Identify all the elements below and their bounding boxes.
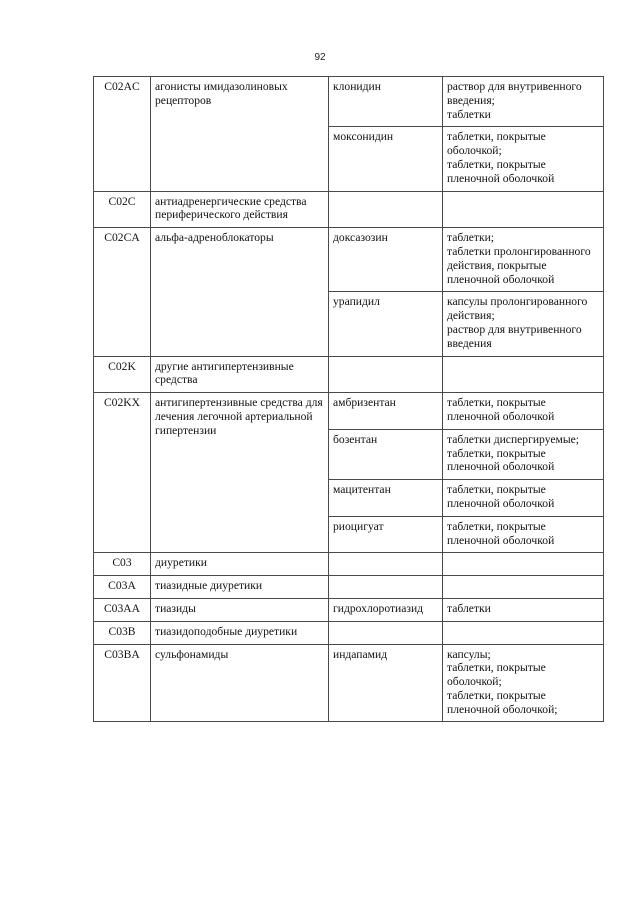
dosage-form-cell: капсулы; таблетки, покрытые оболочкой; таблетки, покрытые пленочной оболочкой; bbox=[443, 644, 604, 722]
pharmacological-group-cell: антигипертензивные средства для лечения легочной артериальной гипертензии bbox=[151, 393, 329, 553]
drug-name-cell bbox=[329, 356, 443, 393]
pharmacological-group-cell: тиазидные диуретики bbox=[151, 576, 329, 599]
pharmacological-group-cell: тиазидоподобные диуретики bbox=[151, 621, 329, 644]
drug-name-cell: моксонидин bbox=[329, 127, 443, 191]
drug-name-cell bbox=[329, 621, 443, 644]
atc-code-cell: C02CA bbox=[94, 228, 151, 356]
drug-name-cell: мацитентан bbox=[329, 480, 443, 517]
dosage-form-cell: раствор для внутривенного введения; таблетки bbox=[443, 77, 604, 127]
drug-name-cell bbox=[329, 191, 443, 228]
dosage-form-cell bbox=[443, 553, 604, 576]
dosage-form-cell bbox=[443, 576, 604, 599]
table-row bbox=[94, 576, 604, 599]
drug-name-cell: гидрохлоротиазид bbox=[329, 598, 443, 621]
page-number: 92 bbox=[314, 52, 326, 63]
atc-code-cell: C03BA bbox=[94, 644, 151, 722]
table-row bbox=[94, 621, 604, 644]
atc-code-cell: C03AA bbox=[94, 598, 151, 621]
dosage-form-cell: таблетки, покрытые пленочной оболочкой bbox=[443, 516, 604, 553]
dosage-form-cell: таблетки bbox=[443, 598, 604, 621]
table-row bbox=[94, 553, 604, 576]
table-row bbox=[94, 356, 604, 393]
table-row bbox=[94, 77, 604, 127]
pharmacological-group-cell: другие антигипертензивные средства bbox=[151, 356, 329, 393]
pharmacological-group-cell: сульфонамиды bbox=[151, 644, 329, 722]
atc-code-cell: C02KX bbox=[94, 393, 151, 553]
drug-table bbox=[93, 76, 604, 722]
atc-code-cell: C03 bbox=[94, 553, 151, 576]
atc-code-cell: C03A bbox=[94, 576, 151, 599]
dosage-form-cell bbox=[443, 191, 604, 228]
pharmacological-group-cell: диуретики bbox=[151, 553, 329, 576]
dosage-form-cell: капсулы пролонгированного действия; раствор для внутривенного введения bbox=[443, 292, 604, 356]
atc-code-cell: C02K bbox=[94, 356, 151, 393]
table-row bbox=[94, 393, 604, 430]
drug-name-cell: бозентан bbox=[329, 429, 443, 479]
drug-name-cell: урапидил bbox=[329, 292, 443, 356]
drug-name-cell bbox=[329, 576, 443, 599]
dosage-form-cell: таблетки, покрытые оболочкой; таблетки, покрытые пленочной оболочкой bbox=[443, 127, 604, 191]
drug-name-cell: доксазозин bbox=[329, 228, 443, 292]
table-row bbox=[94, 191, 604, 228]
dosage-form-cell bbox=[443, 621, 604, 644]
dosage-form-cell: таблетки, покрытые пленочной оболочкой bbox=[443, 480, 604, 517]
drug-name-cell: клонидин bbox=[329, 77, 443, 127]
table-row bbox=[94, 228, 604, 292]
drug-name-cell: риоцигуат bbox=[329, 516, 443, 553]
dosage-form-cell: таблетки; таблетки пролонгированного действия, покрытые пленочной оболочкой bbox=[443, 228, 604, 292]
dosage-form-cell: таблетки, покрытые пленочной оболочкой bbox=[443, 393, 604, 430]
table-body bbox=[94, 77, 604, 722]
pharmacological-group-cell: агонисты имидазолиновых рецепторов bbox=[151, 77, 329, 192]
dosage-form-cell bbox=[443, 356, 604, 393]
atc-code-cell: C02C bbox=[94, 191, 151, 228]
atc-code-cell: C02AC bbox=[94, 77, 151, 192]
dosage-form-cell: таблетки диспергируемые; таблетки, покрытые пленочной оболочкой bbox=[443, 429, 604, 479]
pharmacological-group-cell: альфа-адреноблокаторы bbox=[151, 228, 329, 356]
table-row bbox=[94, 644, 604, 722]
pharmacological-group-cell: тиазиды bbox=[151, 598, 329, 621]
drug-name-cell: индапамид bbox=[329, 644, 443, 722]
table-row bbox=[94, 598, 604, 621]
drug-name-cell: амбризентан bbox=[329, 393, 443, 430]
drug-name-cell bbox=[329, 553, 443, 576]
pharmacological-group-cell: антиадренергические средства периферического действия bbox=[151, 191, 329, 228]
atc-code-cell: C03B bbox=[94, 621, 151, 644]
